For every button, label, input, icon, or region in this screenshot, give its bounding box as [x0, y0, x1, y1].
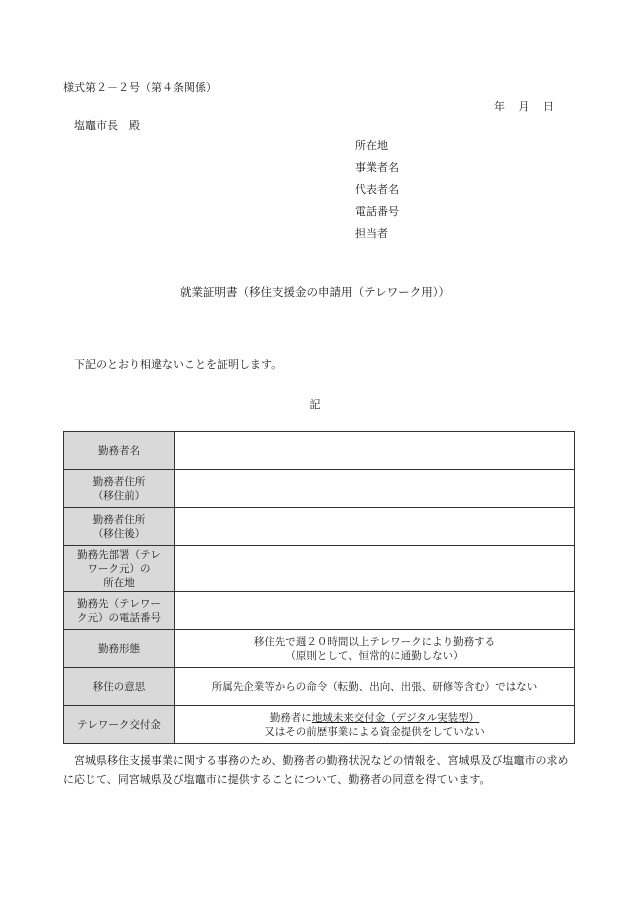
work-style-value: 移住先で週２０時間以上テレワークにより勤務する （原則として、恒常的に通勤しない）	[175, 630, 575, 668]
table-row	[64, 668, 575, 706]
row-label-address-before: 勤務者住所 （移住前）	[64, 470, 175, 508]
office-location-field[interactable]	[175, 546, 575, 592]
worker-name-field[interactable]	[175, 432, 575, 470]
recipient: 塩竈市長 殿	[74, 119, 140, 132]
applicant-phone-label: 電話番号	[355, 205, 399, 218]
table-row	[64, 470, 575, 508]
table-row	[64, 706, 575, 744]
grant-name-underlined: 地域未来交付金（デジタル実装型）	[311, 711, 480, 724]
document-title: 就業証明書（移住支援金の申請用（テレワーク用））	[179, 285, 451, 299]
row-label-telework-grant: テレワーク交付金	[64, 706, 175, 744]
row-label-address-after: 勤務者住所 （移住後）	[64, 508, 175, 546]
table-row	[64, 592, 575, 630]
applicant-representative-label: 代表者名	[355, 183, 399, 196]
row-label-work-style: 勤務形態	[64, 630, 175, 668]
applicant-business-name-label: 事業者名	[355, 161, 399, 174]
applicant-contact-person-label: 担当者	[355, 227, 388, 240]
table-row	[64, 546, 575, 592]
row-label-relocation-intent: 移住の意思	[64, 668, 175, 706]
table-row	[64, 630, 575, 668]
address-after-field[interactable]	[175, 508, 575, 546]
date-line: 年 月 日	[494, 100, 554, 113]
applicant-block	[355, 139, 399, 249]
row-label-office-phone: 勤務先（テレワー ク元）の電話番号	[64, 592, 175, 630]
table-row	[64, 432, 575, 470]
consent-statement: 宮城県移住支援事業に関する事務のため、勤務者の勤務状況などの情報を、宮城県及び塩竈市の求めに応じて、同宮城県及び塩竈市に提供することについて、勤務者の同意を得ています。	[63, 754, 569, 786]
certification-statement: 下記のとおり相違ないことを証明します。	[74, 358, 283, 371]
table-row	[64, 508, 575, 546]
relocation-intent-value: 所属先企業等からの命令（転勤、出向、出張、研修等含む）ではない	[175, 668, 575, 706]
certificate-table	[63, 431, 575, 744]
row-label-worker-name: 勤務者名	[64, 432, 175, 470]
telework-grant-value: 勤務者に地域未来交付金（デジタル実装型） 又はその前歴事業による資金提供をしていない	[175, 706, 575, 744]
office-phone-field[interactable]	[175, 592, 575, 630]
address-before-field[interactable]	[175, 470, 575, 508]
form-number: 様式第２－２号（第４条関係）	[63, 81, 217, 94]
applicant-address-label: 所在地	[355, 139, 388, 152]
row-label-office-location: 勤務先部署（テレ ワーク元）の 所在地	[64, 546, 175, 592]
ki-heading: 記	[309, 398, 321, 411]
